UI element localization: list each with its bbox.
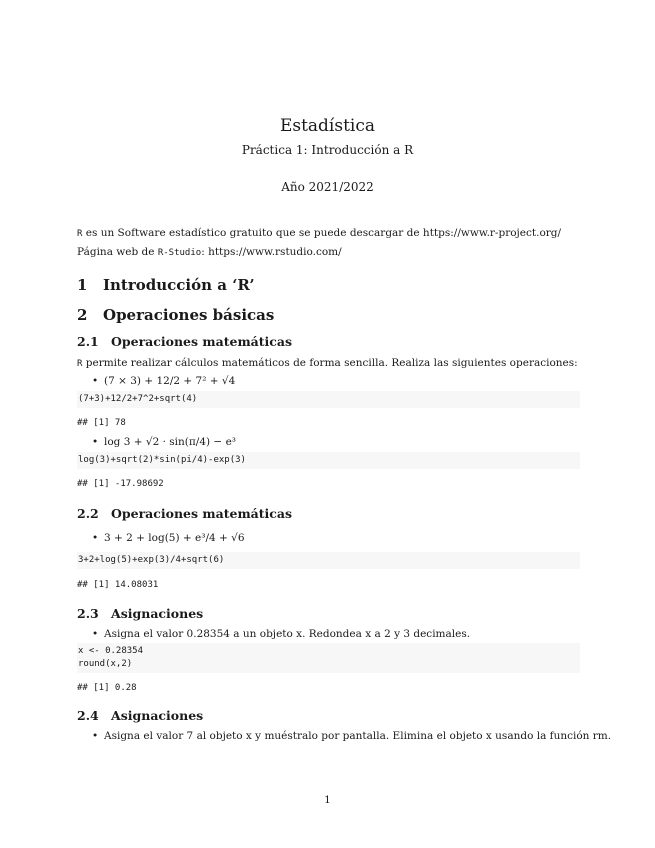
math-expression: (7 × 3) + 12/2 + 7² + √4 bbox=[104, 375, 236, 387]
section-2-4-instruction: Asigna el valor 7 al objeto x y muéstralo por pantalla. Elimina el objeto x usando la función rm. bbox=[104, 730, 612, 742]
section-2-title: Operaciones básicas bbox=[103, 306, 275, 324]
code-block: (7+3)+12/2+7^2+sqrt(4) bbox=[77, 391, 580, 408]
bullet-icon: • bbox=[92, 375, 99, 387]
document-title: Estadística bbox=[279, 116, 376, 136]
intro-line-1 bbox=[77, 227, 561, 239]
section-2-1-description bbox=[77, 357, 578, 369]
list-item bbox=[92, 436, 236, 448]
bullet-icon: • bbox=[92, 532, 99, 544]
section-2-3-heading bbox=[77, 606, 203, 621]
inline-code-r: R bbox=[77, 229, 83, 239]
section-1-title: Introducción a ‘R’ bbox=[103, 276, 255, 294]
section-2-4-number: 2.4 bbox=[77, 708, 99, 723]
section-2-1-title: Operaciones matemáticas bbox=[111, 334, 293, 349]
document-subtitle: Práctica 1: Introducción a R bbox=[241, 143, 414, 157]
section-2-3-title: Asignaciones bbox=[111, 606, 204, 621]
section-1-heading bbox=[77, 276, 255, 294]
intro-line-2 bbox=[77, 246, 342, 258]
intro-line-1-text: es un Software estadístico gratuito que se puede descargar de https://www.r-project.org/ bbox=[82, 227, 562, 239]
code-output: ## [1] -17.98692 bbox=[77, 479, 164, 489]
section-2-4-heading bbox=[77, 708, 203, 723]
code-line: round(x,2) bbox=[78, 659, 133, 669]
code-block bbox=[77, 643, 580, 673]
bullet-icon: • bbox=[92, 730, 99, 742]
section-2-1-description-text: permite realizar cálculos matemáticos de forma sencilla. Realiza las siguientes operaciones: bbox=[82, 357, 578, 369]
section-2-2-number: 2.2 bbox=[77, 506, 99, 521]
inline-code-r: R bbox=[77, 359, 83, 369]
list-item bbox=[92, 375, 235, 387]
code-output: ## [1] 14.08031 bbox=[77, 580, 159, 590]
section-2-heading bbox=[77, 306, 274, 324]
section-2-1-heading bbox=[77, 334, 292, 349]
section-2-3-number: 2.3 bbox=[77, 606, 99, 621]
document-date: Año 2021/2022 bbox=[281, 180, 374, 194]
section-2-4-title: Asignaciones bbox=[111, 708, 204, 723]
list-item bbox=[92, 628, 470, 640]
inline-code-rstudio: R-Studio bbox=[157, 248, 202, 258]
code-line: x <- 0.28354 bbox=[78, 646, 144, 656]
code-output: ## [1] 0.28 bbox=[77, 683, 137, 693]
section-1-number: 1 bbox=[77, 276, 88, 294]
bullet-icon: • bbox=[92, 436, 99, 448]
list-item bbox=[92, 532, 245, 544]
section-2-2-title: Operaciones matemáticas bbox=[111, 506, 293, 521]
section-2-1-number: 2.1 bbox=[77, 334, 99, 349]
code-block: 3+2+log(5)+exp(3)/4+sqrt(6) bbox=[77, 552, 580, 569]
page-number: 1 bbox=[324, 794, 331, 806]
math-expression: log 3 + √2 · sin(π/4) − e³ bbox=[104, 436, 236, 448]
section-2-2-heading bbox=[77, 506, 292, 521]
bullet-icon: • bbox=[92, 628, 99, 640]
code-output: ## [1] 78 bbox=[77, 418, 126, 428]
code-block: log(3)+sqrt(2)*sin(pi/4)-exp(3) bbox=[77, 452, 580, 469]
math-expression: 3 + 2 + log(5) + e³/4 + √6 bbox=[104, 532, 245, 544]
section-2-3-instruction: Asigna el valor 0.28354 a un objeto x. Redondea x a 2 y 3 decimales. bbox=[104, 628, 471, 640]
list-item bbox=[92, 730, 611, 742]
section-2-number: 2 bbox=[77, 306, 88, 324]
intro-line-2-text-b: : https://www.rstudio.com/ bbox=[201, 246, 342, 258]
intro-line-2-text-a: Página web de bbox=[77, 246, 158, 258]
